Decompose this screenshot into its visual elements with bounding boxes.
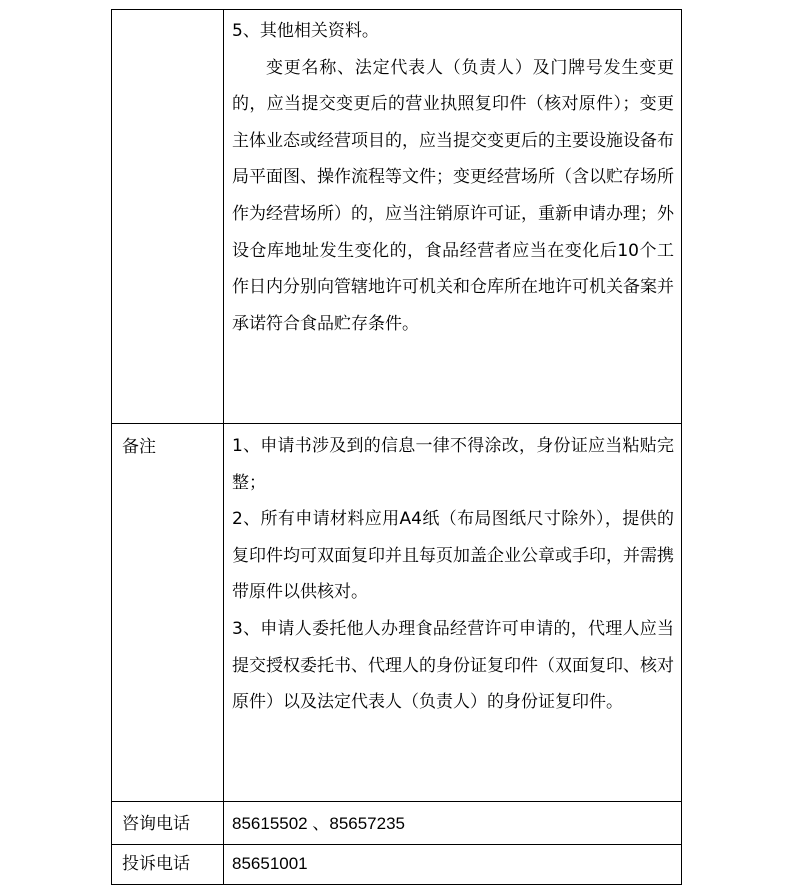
- remark-item-3: 3、申请人委托他人办理食品经营许可申请的，代理人应当提交授权委托书、代理人的身份证复印件（双面复印、核对原件）以及法定代表人（负责人）的身份证复印件。: [232, 618, 674, 713]
- info-table: [111, 9, 682, 885]
- consult-phone-value: 85615502 、85657235: [232, 814, 405, 833]
- remark-item-1: 1、申请书涉及到的信息一律不得涂改，身份证应当粘贴完整；: [232, 436, 674, 493]
- consult-phone-label: 咨询电话: [122, 814, 190, 834]
- complaint-phone-value: 85651001: [232, 854, 308, 873]
- complaint-phone-label: 投诉电话: [122, 854, 190, 874]
- material-change-note: 变更名称、法定代表人（负责人）及门牌号发生变更的，应当提交变更后的营业执照复印件（核对原件）；变更主体业态或经营项目的，应当提交变更后的主要设施设备布局平面图、操作流程等文件；变更经营场所（含以贮存场所作为经营场所）的，应当注销原许可证，重新申请办理；外设仓库地址发生变化的，食品经营者应当在变化后10个工作日内分别向管辖地许可机关和仓库所在地许可机关备案并承诺符合食品贮存条件。: [232, 57, 674, 334]
- row-divider: [112, 423, 681, 424]
- remark-item-2: 2、所有申请材料应用A4纸（布局图纸尺寸除外），提供的复印件均可双面复印并且每页加盖企业公章或手印，并需携带原件以供核对。: [232, 509, 674, 603]
- material-item-5: 5、其他相关资料。: [232, 21, 379, 41]
- row-divider: [112, 801, 681, 802]
- materials-cell: [232, 13, 674, 342]
- column-divider: [223, 10, 224, 884]
- row-divider: [112, 844, 681, 845]
- remarks-cell: [232, 428, 674, 721]
- remarks-label: 备注: [122, 437, 156, 457]
